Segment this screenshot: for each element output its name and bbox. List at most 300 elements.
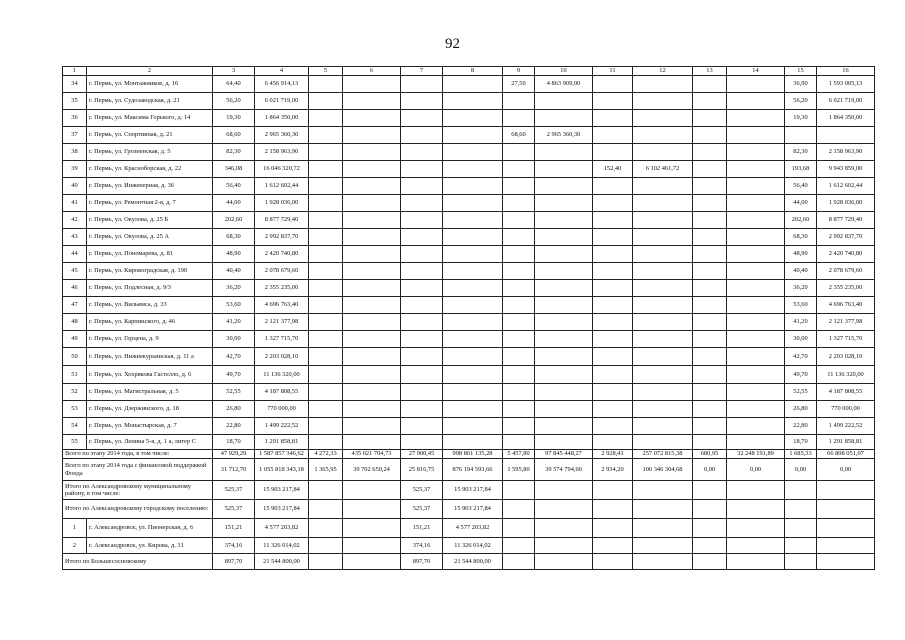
value-cell	[309, 246, 343, 263]
value-cell: 4 272,33	[309, 450, 343, 459]
value-cell	[443, 435, 503, 450]
value-cell	[343, 76, 401, 93]
value-cell: 2 992 837,70	[255, 229, 309, 246]
value-cell: 36,20	[213, 280, 255, 297]
value-cell	[593, 110, 633, 127]
value-cell	[443, 195, 503, 212]
row-number: 41	[63, 195, 87, 212]
table-row	[63, 161, 875, 178]
value-cell	[401, 384, 443, 401]
value-cell	[693, 212, 727, 229]
value-cell	[633, 331, 693, 348]
value-cell: 151,21	[401, 519, 443, 538]
value-cell	[343, 481, 401, 500]
value-cell	[343, 297, 401, 314]
value-cell	[727, 538, 785, 554]
value-cell: 19,30	[785, 110, 817, 127]
value-cell	[343, 314, 401, 331]
value-cell	[693, 195, 727, 212]
value-cell: 4 187 808,55	[255, 384, 309, 401]
value-cell	[633, 263, 693, 280]
value-cell	[535, 195, 593, 212]
value-cell: 152,40	[593, 161, 633, 178]
capital-repair-table	[62, 66, 875, 570]
value-cell: 56,40	[785, 178, 817, 195]
table-row	[63, 418, 875, 435]
value-cell	[343, 144, 401, 161]
address-cell: г. Пермь, ул. Спортивная, д. 21	[87, 127, 213, 144]
value-cell: 2 121 377,98	[255, 314, 309, 331]
value-cell	[309, 435, 343, 450]
value-cell: 0,00	[785, 459, 817, 481]
value-cell	[401, 93, 443, 110]
value-cell	[343, 538, 401, 554]
value-cell: 1 055 818 343,18	[255, 459, 309, 481]
value-cell	[593, 366, 633, 384]
value-cell: 15 903 217,84	[255, 481, 309, 500]
value-cell	[401, 435, 443, 450]
header-row	[63, 67, 875, 76]
value-cell	[443, 93, 503, 110]
value-cell	[693, 554, 727, 570]
value-cell: 9 943 859,00	[817, 161, 875, 178]
row-label: Всего по этапу 2014 года, в том числе:	[63, 450, 213, 459]
row-number: 43	[63, 229, 87, 246]
value-cell: 1 685,33	[785, 450, 817, 459]
value-cell	[503, 195, 535, 212]
value-cell: 18,70	[785, 435, 817, 450]
value-cell	[401, 229, 443, 246]
value-cell	[401, 331, 443, 348]
row-label: Итого по Александровскому городскому поселению:	[63, 500, 213, 519]
table-row	[63, 246, 875, 263]
table-row	[63, 519, 875, 538]
row-number: 51	[63, 366, 87, 384]
value-cell: 1 928 036,00	[817, 195, 875, 212]
value-cell	[727, 348, 785, 366]
value-cell	[443, 212, 503, 229]
value-cell: 15 903 217,84	[443, 481, 503, 500]
value-cell	[693, 519, 727, 538]
value-cell	[693, 314, 727, 331]
value-cell: 31 712,70	[213, 459, 255, 481]
value-cell: 15 903 217,84	[443, 500, 503, 519]
value-cell	[443, 144, 503, 161]
column-number: 6	[343, 67, 401, 76]
value-cell	[401, 161, 443, 178]
value-cell: 0,00	[817, 459, 875, 481]
value-cell	[727, 212, 785, 229]
row-number: 52	[63, 384, 87, 401]
value-cell: 39 702 650,24	[343, 459, 401, 481]
value-cell: 1 499 222,52	[255, 418, 309, 435]
value-cell	[443, 314, 503, 331]
value-cell: 770 000,00	[817, 401, 875, 418]
value-cell	[633, 144, 693, 161]
row-number: 48	[63, 314, 87, 331]
value-cell: 36,20	[785, 280, 817, 297]
address-cell: г. Пермь, ул. Монтажников, д. 16	[87, 76, 213, 93]
table-row	[63, 144, 875, 161]
value-cell	[503, 418, 535, 435]
value-cell	[309, 331, 343, 348]
column-number: 1	[63, 67, 87, 76]
value-cell	[401, 263, 443, 280]
value-cell	[535, 348, 593, 366]
value-cell	[503, 314, 535, 331]
table-row	[63, 384, 875, 401]
value-cell	[535, 212, 593, 229]
value-cell: 525,37	[401, 500, 443, 519]
page-number: 92	[445, 36, 460, 52]
value-cell	[343, 93, 401, 110]
value-cell	[693, 348, 727, 366]
value-cell	[443, 161, 503, 178]
value-cell	[535, 178, 593, 195]
value-cell	[309, 366, 343, 384]
value-cell: 32 248 191,89	[727, 450, 785, 459]
value-cell	[401, 280, 443, 297]
value-cell	[443, 331, 503, 348]
value-cell: 2 992 837,70	[817, 229, 875, 246]
value-cell	[633, 229, 693, 246]
value-cell	[309, 418, 343, 435]
value-cell: 68,30	[785, 229, 817, 246]
value-cell: 202,60	[785, 212, 817, 229]
value-cell	[817, 481, 875, 500]
table-row	[63, 127, 875, 144]
value-cell: 2 965 360,30	[535, 127, 593, 144]
value-cell: 49,70	[213, 366, 255, 384]
address-cell: г. Александровск, ул. Кирова, д. 31	[87, 538, 213, 554]
column-number: 15	[785, 67, 817, 76]
table-row	[63, 229, 875, 246]
value-cell: 40,40	[785, 263, 817, 280]
value-cell	[693, 246, 727, 263]
address-cell: г. Пермь, ул. Судозаводская, д. 21	[87, 93, 213, 110]
value-cell	[535, 435, 593, 450]
value-cell	[309, 127, 343, 144]
value-cell	[343, 384, 401, 401]
value-cell	[401, 144, 443, 161]
value-cell	[503, 110, 535, 127]
value-cell	[633, 519, 693, 538]
value-cell: 374,16	[401, 538, 443, 554]
value-cell	[535, 144, 593, 161]
value-cell	[309, 76, 343, 93]
value-cell	[503, 178, 535, 195]
value-cell	[693, 481, 727, 500]
value-cell	[693, 229, 727, 246]
value-cell	[633, 76, 693, 93]
value-cell	[443, 229, 503, 246]
value-cell	[727, 280, 785, 297]
value-cell	[503, 554, 535, 570]
value-cell	[309, 538, 343, 554]
value-cell	[401, 127, 443, 144]
final-total-row	[63, 554, 875, 570]
value-cell	[309, 263, 343, 280]
value-cell	[503, 297, 535, 314]
value-cell	[503, 246, 535, 263]
value-cell	[727, 297, 785, 314]
value-cell	[343, 418, 401, 435]
value-cell	[593, 384, 633, 401]
value-cell: 68,30	[213, 229, 255, 246]
row-number: 2	[63, 538, 87, 554]
value-cell	[693, 331, 727, 348]
value-cell: 2 355 235,00	[817, 280, 875, 297]
value-cell: 1 864 350,00	[255, 110, 309, 127]
value-cell: 68,60	[213, 127, 255, 144]
value-cell: 6 021 719,00	[255, 93, 309, 110]
value-cell: 26,80	[213, 401, 255, 418]
row-number: 35	[63, 93, 87, 110]
value-cell	[443, 76, 503, 93]
value-cell	[343, 280, 401, 297]
value-cell: 100 346 304,68	[633, 459, 693, 481]
value-cell	[503, 263, 535, 280]
value-cell	[633, 435, 693, 450]
value-cell	[593, 481, 633, 500]
value-cell	[309, 212, 343, 229]
table-row	[63, 263, 875, 280]
row-number: 49	[63, 331, 87, 348]
value-cell	[593, 554, 633, 570]
value-cell	[727, 401, 785, 418]
value-cell: 19,30	[213, 110, 255, 127]
value-cell	[503, 435, 535, 450]
value-cell	[727, 314, 785, 331]
value-cell	[727, 93, 785, 110]
value-cell	[535, 366, 593, 384]
value-cell	[693, 418, 727, 435]
value-cell	[309, 161, 343, 178]
row-number: 54	[63, 418, 87, 435]
value-cell	[343, 110, 401, 127]
value-cell: 346,08	[213, 161, 255, 178]
value-cell	[693, 435, 727, 450]
table-row	[63, 366, 875, 384]
value-cell: 41,20	[785, 314, 817, 331]
address-cell: г. Александровск, ул. Пионерская, д. 6	[87, 519, 213, 538]
table-row	[63, 178, 875, 195]
value-cell: 1 365,95	[309, 459, 343, 481]
value-cell	[401, 297, 443, 314]
row-number: 47	[63, 297, 87, 314]
value-cell: 42,70	[213, 348, 255, 366]
value-cell: 257 072 815,38	[633, 450, 693, 459]
value-cell	[309, 229, 343, 246]
row-number: 53	[63, 401, 87, 418]
value-cell: 48,90	[785, 246, 817, 263]
value-cell: 41,20	[213, 314, 255, 331]
value-cell	[343, 127, 401, 144]
value-cell: 1 864 350,00	[817, 110, 875, 127]
total-row	[63, 459, 875, 481]
value-cell: 30,00	[213, 331, 255, 348]
value-cell	[535, 401, 593, 418]
value-cell	[817, 127, 875, 144]
column-number: 5	[309, 67, 343, 76]
address-cell: г. Пермь, ул. Максима Горького, д. 14	[87, 110, 213, 127]
value-cell: 6 102 461,72	[633, 161, 693, 178]
value-cell: 53,60	[213, 297, 255, 314]
region-total-row	[63, 500, 875, 519]
address-cell: г. Пермь, ул. Монастырская, д. 7	[87, 418, 213, 435]
value-cell	[503, 366, 535, 384]
value-cell: 2 121 377,98	[817, 314, 875, 331]
value-cell	[535, 280, 593, 297]
value-cell	[343, 348, 401, 366]
value-cell	[443, 110, 503, 127]
value-cell: 897,70	[213, 554, 255, 570]
value-cell	[633, 401, 693, 418]
value-cell	[343, 500, 401, 519]
table-row	[63, 280, 875, 297]
table-row	[63, 538, 875, 554]
value-cell	[443, 401, 503, 418]
value-cell	[343, 401, 401, 418]
value-cell	[693, 263, 727, 280]
value-cell	[727, 127, 785, 144]
table-row	[63, 297, 875, 314]
value-cell	[443, 384, 503, 401]
value-cell	[727, 519, 785, 538]
value-cell	[401, 418, 443, 435]
value-cell: 876 194 593,66	[443, 459, 503, 481]
value-cell	[593, 280, 633, 297]
value-cell	[343, 246, 401, 263]
value-cell: 22,80	[213, 418, 255, 435]
value-cell: 525,37	[213, 481, 255, 500]
value-cell	[309, 500, 343, 519]
value-cell	[443, 246, 503, 263]
address-cell: г. Пермь, ул. Карпинского, д. 46	[87, 314, 213, 331]
value-cell	[443, 348, 503, 366]
address-cell: г. Пермь, ул. Ремонтная 2-я, д. 7	[87, 195, 213, 212]
value-cell	[693, 110, 727, 127]
table-row	[63, 76, 875, 93]
value-cell	[309, 178, 343, 195]
value-cell: 1 327 715,70	[817, 331, 875, 348]
value-cell	[503, 229, 535, 246]
value-cell	[633, 418, 693, 435]
table-row	[63, 93, 875, 110]
value-cell: 525,37	[401, 481, 443, 500]
value-cell: 2 420 740,80	[817, 246, 875, 263]
value-cell: 56,20	[213, 93, 255, 110]
value-cell	[401, 366, 443, 384]
value-cell: 2 355 235,00	[255, 280, 309, 297]
column-number: 16	[817, 67, 875, 76]
value-cell: 374,16	[213, 538, 255, 554]
value-cell	[443, 178, 503, 195]
value-cell	[309, 195, 343, 212]
value-cell: 2 078 679,60	[817, 263, 875, 280]
value-cell	[633, 481, 693, 500]
value-cell: 435 021 704,73	[343, 450, 401, 459]
column-number: 12	[633, 67, 693, 76]
address-cell: г. Пермь, ул. Грозненская, д. 5	[87, 144, 213, 161]
table-row	[63, 348, 875, 366]
address-cell: г. Пермь, ул. Окулова, д. 25 А	[87, 229, 213, 246]
value-cell	[785, 481, 817, 500]
value-cell: 11 326 014,02	[443, 538, 503, 554]
value-cell: 8 877 729,40	[817, 212, 875, 229]
value-cell	[727, 500, 785, 519]
value-cell	[633, 212, 693, 229]
value-cell: 897,70	[401, 554, 443, 570]
address-cell: г. Пермь, ул. Подлесная, д. 9/3	[87, 280, 213, 297]
value-cell	[503, 538, 535, 554]
value-cell	[633, 500, 693, 519]
value-cell	[503, 481, 535, 500]
value-cell	[343, 195, 401, 212]
value-cell: 22,80	[785, 418, 817, 435]
table-row	[63, 401, 875, 418]
value-cell	[503, 401, 535, 418]
column-number: 8	[443, 67, 503, 76]
value-cell	[693, 127, 727, 144]
value-cell: 4 577 203,82	[443, 519, 503, 538]
address-cell: г. Пермь, ул. Герцена, д. 9	[87, 331, 213, 348]
table-row	[63, 195, 875, 212]
total-row	[63, 450, 875, 459]
value-cell	[727, 331, 785, 348]
value-cell	[633, 348, 693, 366]
value-cell	[309, 144, 343, 161]
value-cell	[727, 110, 785, 127]
value-cell	[727, 366, 785, 384]
value-cell	[693, 297, 727, 314]
value-cell	[785, 127, 817, 144]
value-cell	[535, 93, 593, 110]
value-cell: 1 291 858,81	[817, 435, 875, 450]
value-cell	[727, 76, 785, 93]
value-cell	[535, 161, 593, 178]
address-cell: г. Пермь, ул. Ленина 5-я, д. 1 а, литер С	[87, 435, 213, 450]
value-cell: 4 696 763,40	[817, 297, 875, 314]
row-number: 46	[63, 280, 87, 297]
value-cell: 5 457,80	[503, 450, 535, 459]
column-number: 11	[593, 67, 633, 76]
address-cell: г. Пермь, ул. Кировоградская, д. 190	[87, 263, 213, 280]
value-cell	[503, 280, 535, 297]
value-cell	[593, 93, 633, 110]
region-total-row	[63, 481, 875, 500]
value-cell: 193,68	[785, 161, 817, 178]
address-cell: г. Пермь, ул. Окулова, д. 25 Б	[87, 212, 213, 229]
value-cell: 770 000,00	[255, 401, 309, 418]
value-cell	[343, 263, 401, 280]
value-cell	[309, 401, 343, 418]
value-cell	[401, 195, 443, 212]
value-cell	[593, 435, 633, 450]
value-cell	[727, 229, 785, 246]
column-number: 13	[693, 67, 727, 76]
value-cell: 64,40	[213, 76, 255, 93]
value-cell	[633, 538, 693, 554]
value-cell	[443, 127, 503, 144]
value-cell	[633, 297, 693, 314]
value-cell	[535, 481, 593, 500]
value-cell	[343, 229, 401, 246]
value-cell	[593, 418, 633, 435]
value-cell	[693, 384, 727, 401]
column-number: 3	[213, 67, 255, 76]
value-cell: 53,60	[785, 297, 817, 314]
